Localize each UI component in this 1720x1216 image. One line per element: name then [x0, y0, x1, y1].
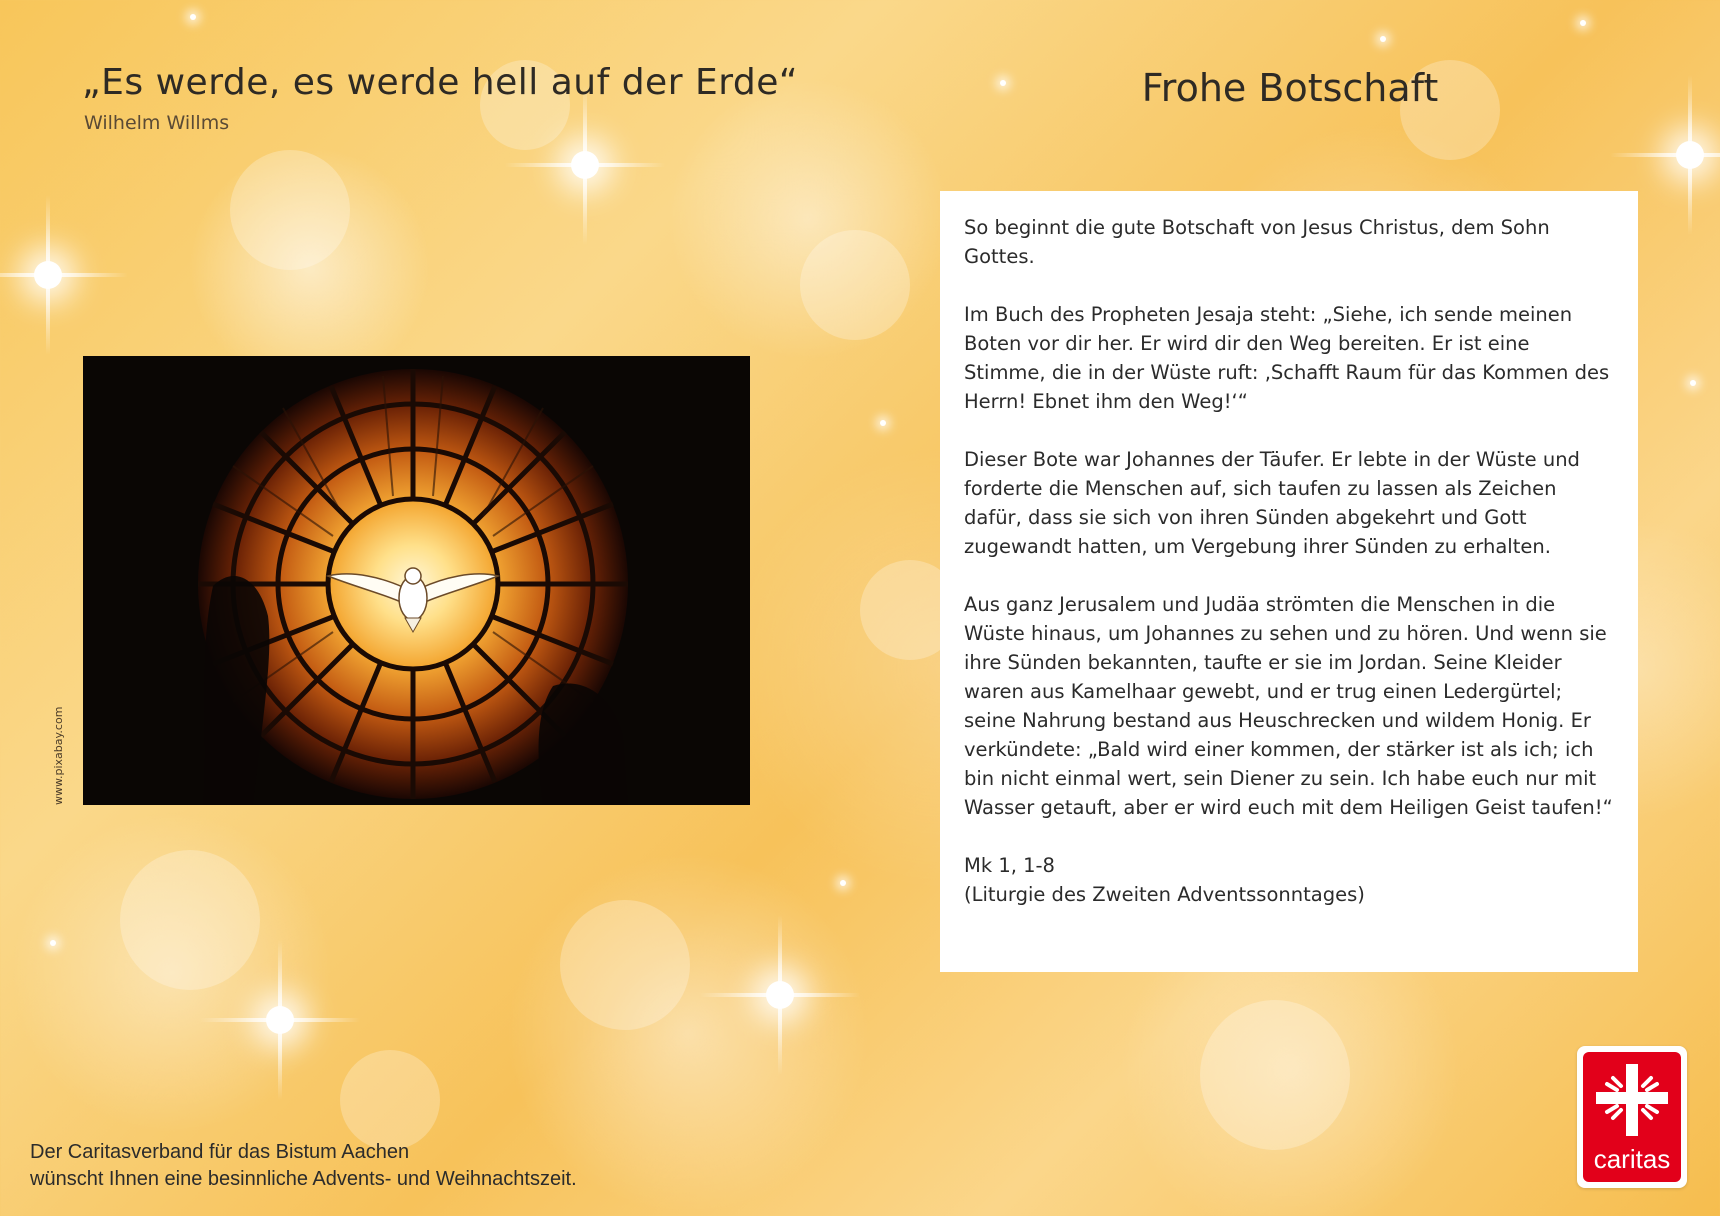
- footer-line-1: Der Caritasverband für das Bistum Aachen: [30, 1141, 410, 1163]
- gospel-paragraph: Aus ganz Jerusalem und Judäa strömten die Menschen in die Wüste hinaus, um Johannes zu sehen und zu hören. Und wenn sie ihre Sünden bekannten, taufte er sie im Jordan. Seine Kleider waren aus Kamelhaar gewebt, und er trug einen Ledergürtel; seine Nahrung bestand aus Heuschrecken und wildem Honig. Er verkündete: „Bald wird einer kommen, der stärker ist als ich; ich bin nicht einmal wert, sein Diener zu sein. Ich habe euch nur mit Wasser getauft, aber er wird euch mit dem Heiligen Geist taufen!“: [964, 593, 1613, 819]
- caritas-logo-word: caritas: [1593, 1144, 1671, 1174]
- gospel-text-card: [940, 191, 1638, 972]
- photo-credit: www.pixabay.com: [52, 706, 65, 805]
- sparkle: [1580, 20, 1586, 26]
- gospel-reference-verse: Mk 1, 1-8: [964, 854, 1055, 877]
- stained-glass-photo: [83, 356, 750, 805]
- caritas-logo: [1577, 1046, 1687, 1188]
- footer-line-2: wünscht Ihnen eine besinnliche Advents- und Weihnachtszeit.: [30, 1168, 577, 1190]
- gospel-reference: [964, 851, 1616, 909]
- bokeh-light: [560, 900, 690, 1030]
- sparkle: [1380, 36, 1386, 42]
- footer-greeting: [30, 1139, 577, 1193]
- sparkle: [190, 14, 196, 20]
- gospel-paragraph: So beginnt die gute Botschaft von Jesus Christus, dem Sohn Gottes.: [964, 216, 1550, 268]
- quote-author: Wilhelm Willms: [84, 112, 230, 134]
- bokeh-light: [230, 150, 350, 270]
- sparkle: [50, 940, 56, 946]
- bokeh-light: [340, 1050, 440, 1150]
- quote-title: „Es werde, es werde hell auf der Erde“: [82, 62, 799, 103]
- caritas-logo-background: [1583, 1052, 1681, 1182]
- bokeh-light: [800, 230, 910, 340]
- bokeh-light: [120, 850, 260, 990]
- gospel-paragraph: Dieser Bote war Johannes der Täufer. Er lebte in der Wüste und forderte die Menschen auf, sich taufen zu lassen als Zeichen dafür, dass sie sich von ihren Sünden abgekehrt und Gott zugewandt hatten, um Vergebung ihrer Sünden zu erhalten.: [964, 448, 1580, 558]
- stained-glass-dove-icon: [83, 356, 750, 805]
- gospel-paragraph: Im Buch des Propheten Jesaja steht: „Siehe, ich sende meinen Boten vor dir her. Er wird dir den Weg bereiten. Er ist eine Stimme, die in der Wüste ruft: ‚Schafft Raum für das Kommen des Herrn! Ebnet ihm den Weg!‘“: [964, 303, 1610, 413]
- section-title: Frohe Botschaft: [1141, 66, 1439, 110]
- caritas-cross-icon: [1583, 1052, 1681, 1144]
- sparkle: [880, 420, 886, 426]
- sparkle: [1690, 380, 1696, 386]
- gospel-reference-liturgy: (Liturgie des Zweiten Adventssonntages): [964, 883, 1365, 906]
- bokeh-light: [1200, 1000, 1350, 1150]
- sparkle: [840, 880, 846, 886]
